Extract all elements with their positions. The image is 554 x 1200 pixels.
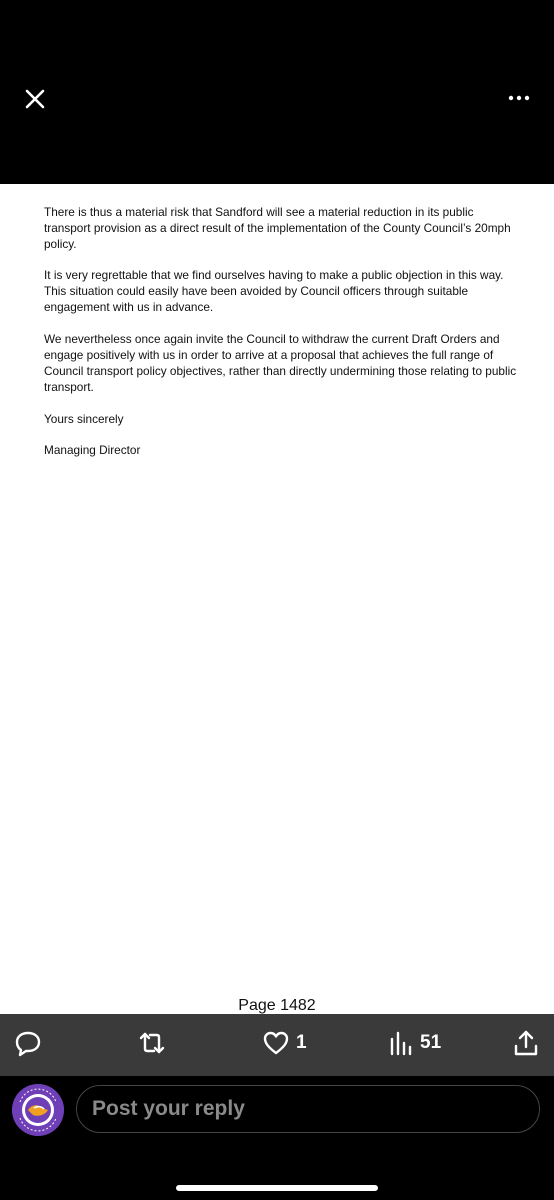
- repost-button[interactable]: [136, 1028, 168, 1058]
- reply-button[interactable]: [14, 1028, 42, 1058]
- reply-placeholder: Post your reply: [92, 1097, 245, 1120]
- close-icon: [20, 84, 50, 114]
- reply-icon: [14, 1029, 42, 1057]
- close-button[interactable]: [20, 84, 50, 114]
- independent-oxford-alliance-logo-icon: [12, 1084, 64, 1136]
- like-icon: [262, 1029, 290, 1057]
- media-viewer-header: [0, 0, 554, 184]
- page-number: Page 1482: [238, 997, 316, 1014]
- like-count: 1: [296, 1032, 307, 1053]
- share-icon: [512, 1029, 540, 1057]
- document-paragraph: There is thus a material risk that Sandford will see a material reduction in its public transport provision as a direct result of the implementation of the County Council’s 20mph policy.: [44, 205, 511, 251]
- home-indicator[interactable]: [176, 1185, 378, 1191]
- more-options-button[interactable]: [504, 86, 534, 110]
- share-button[interactable]: [512, 1028, 540, 1058]
- like-button[interactable]: [262, 1028, 307, 1058]
- document-image: [0, 184, 554, 1018]
- document-paragraph: We nevertheless once again invite the Council to withdraw the current Draft Orders and engage positively with us in order to arrive at a proposal that achieves the full range of Council transport policy objectives, rather than directly undermining those relating to public transport.: [44, 332, 517, 394]
- reply-input[interactable]: [76, 1085, 540, 1133]
- more-icon: [504, 86, 534, 110]
- document-signatory: Managing Director: [44, 443, 141, 457]
- post-action-bar: [0, 1014, 554, 1076]
- document-closing: Yours sincerely: [44, 412, 124, 426]
- reply-composer-bar: [0, 1076, 554, 1200]
- document-paragraph: It is very regrettable that we find ourselves having to make a public objection in this way. This situation could easily have been avoided by Council officers through suitable engagement with us in advance.: [44, 268, 504, 314]
- views-count: 51: [420, 1032, 442, 1053]
- views-icon: [388, 1029, 414, 1057]
- repost-icon: [136, 1029, 168, 1057]
- views-button[interactable]: [388, 1028, 441, 1058]
- avatar[interactable]: [12, 1084, 64, 1136]
